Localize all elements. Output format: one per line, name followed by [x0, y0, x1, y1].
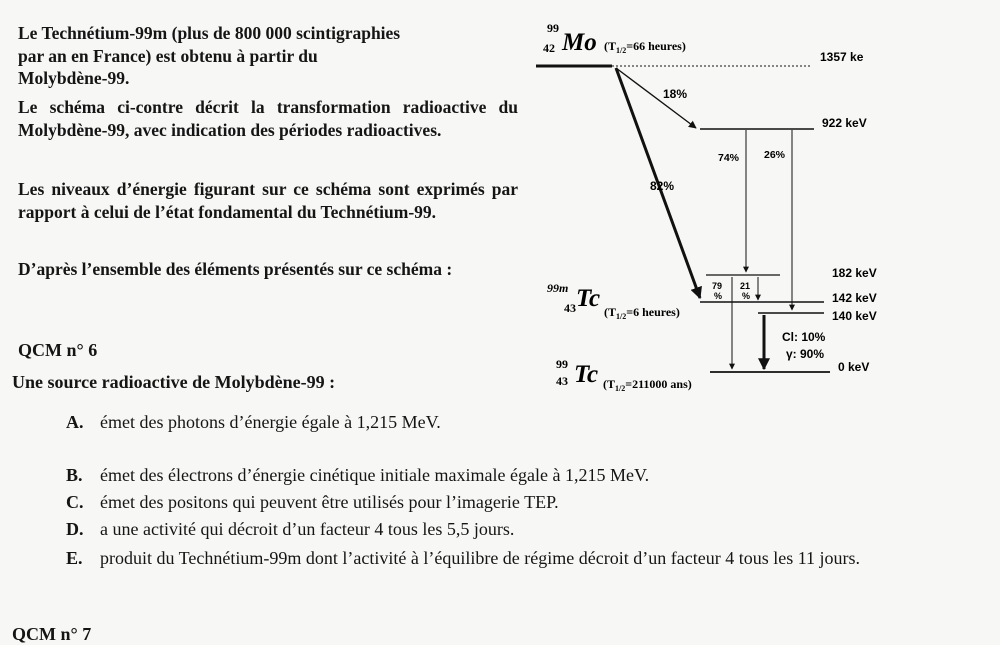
- tc99-symbol: Tc: [574, 361, 599, 388]
- branch-79-top: 79: [712, 281, 723, 291]
- level-0-label: 0 keV: [838, 360, 870, 374]
- mo-period-value: =66 heures): [626, 39, 686, 53]
- ce-label: Cl: 10%: [782, 330, 826, 344]
- intro-line-3: Molybdène-99.: [18, 68, 130, 88]
- mo-mass-number: 99: [547, 21, 559, 35]
- level-142-label: 142 keV: [832, 291, 877, 305]
- intro-line-1: Le Technétium-99m (plus de 800 000 scintigraphies: [18, 23, 401, 43]
- answer-letter: B.: [66, 465, 83, 485]
- tc99m-period-sub: 1/2: [616, 312, 627, 321]
- branch-21-top: 21: [740, 281, 751, 291]
- answer-text: émet des électrons d’énergie cinétique initiale maximale égale à 1,215 MeV.: [100, 465, 650, 485]
- intro-paragraph-3: Les niveaux d’énergie figurant sur ce schéma sont exprimés par rapport à celui de l’état fondamental du Technétium-99.: [18, 179, 518, 222]
- branch-18-label: 18%: [663, 87, 688, 101]
- intro-line-2: par an en France) est obtenu à partir du: [18, 45, 318, 66]
- answer-letter: E.: [66, 548, 83, 568]
- tc99m-mass-number: 99m: [547, 281, 569, 295]
- answer-letter: C.: [66, 492, 84, 512]
- tc99-mass-number: 99: [556, 357, 568, 371]
- tc99m-period-value: =6 heures): [626, 305, 680, 319]
- tc99m-atomic-number: 43: [564, 301, 576, 315]
- answer-text: émet des photons d’énergie égale à 1,215 MeV.: [100, 412, 441, 432]
- level-922-label: 922 keV: [822, 116, 867, 130]
- tc99-period-value: =211000 ans): [625, 377, 692, 391]
- gamma-label: γ: 90%: [786, 347, 825, 361]
- answer-text: a une activité qui décroit d’un facteur 4 tous les 5,5 jours.: [100, 519, 515, 539]
- mo-period-label: (T: [604, 39, 616, 53]
- answer-letter: D.: [66, 519, 84, 539]
- level-140-label: 140 keV: [832, 309, 877, 323]
- level-1357-label: 1357 ke: [820, 50, 864, 64]
- tc99m-period: [604, 305, 680, 321]
- qcm-question: Une source radioactive de Molybdène-99 :: [12, 372, 336, 392]
- qcm-title: QCM n° 6: [18, 340, 98, 360]
- tc99m-period-label: (T: [604, 305, 616, 319]
- branch-79-bottom: %: [714, 291, 723, 301]
- intro-paragraph-4: D’après l’ensemble des éléments présentés sur ce schéma :: [18, 259, 453, 279]
- branch-21-bottom: %: [742, 291, 751, 301]
- tc99-period-sub: 1/2: [615, 384, 626, 393]
- intro-paragraph-2: Le schéma ci-contre décrit la transformation radioactive du Molybdène-99, avec indication des périodes radioactives.: [18, 97, 518, 140]
- mo-period-sub: 1/2: [616, 46, 627, 55]
- level-182-label: 182 keV: [832, 266, 877, 280]
- branch-82-label: 82%: [650, 179, 675, 193]
- answer-text: émet des positons qui peuvent être utilisés pour l’imagerie TEP.: [100, 492, 559, 512]
- next-qcm-title: QCM n° 7: [12, 624, 92, 644]
- answer-letter: A.: [66, 412, 84, 432]
- branch-26-label: 26%: [764, 149, 786, 161]
- tc99-period: [603, 377, 692, 393]
- mo-period: [604, 39, 686, 55]
- tc99-period-label: (T: [603, 377, 615, 391]
- branch-74-label: 74%: [718, 152, 740, 164]
- mo-symbol: Mo: [562, 29, 597, 56]
- tc99m-symbol: Tc: [576, 285, 601, 312]
- mo-atomic-number: 42: [543, 41, 555, 55]
- tc99-atomic-number: 43: [556, 374, 568, 388]
- answer-text: produit du Technétium-99m dont l’activité à l’équilibre de régime décroit d’un facteur 4 tous les 11 jours.: [100, 548, 861, 568]
